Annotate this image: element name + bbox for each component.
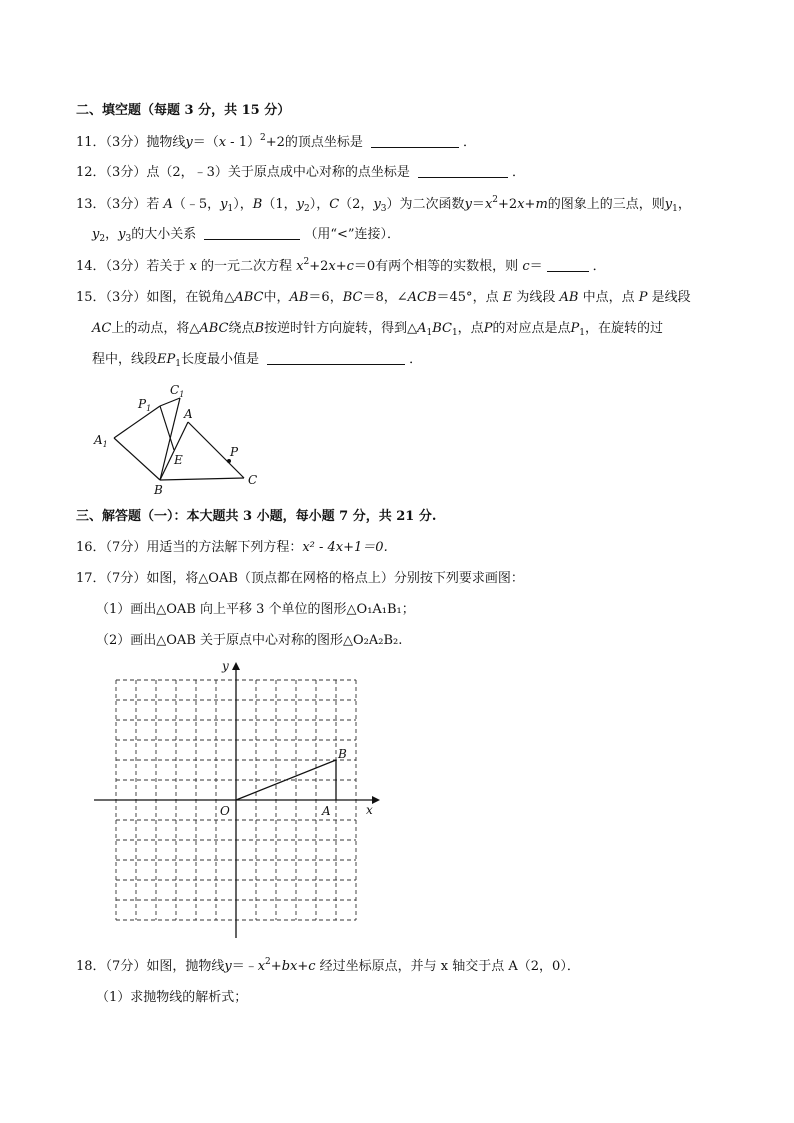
question-16: [76, 539, 388, 557]
q14-end: ．: [592, 259, 606, 274]
question-18: 18．（7分）如图，抛物线$y=﹣x^2+bx+c$ 经过坐标原点，并与 x 轴交于点 A（2，0）．: [76, 957, 580, 974]
q13-answer-blank[interactable]: [204, 227, 300, 240]
fig15-point-p: [227, 459, 231, 463]
question-18-part1: （1）求抛物线的解析式；: [96, 990, 248, 1005]
fig15-label-c: C: [248, 473, 258, 487]
fig15-label-e: E: [174, 453, 183, 467]
question-17-part2: （2）画出△OAB 关于原点中心对称的图形△O₂A₂B₂.: [96, 633, 403, 648]
q13-prefix: 13．（3分）若: [76, 197, 160, 212]
question-14: 14．（3分）若关于 x 的一元二次方程 $x^2+2x+c=0$有两个相等的实数根，则 c＝ ．: [76, 257, 606, 274]
q15-answer-blank[interactable]: [267, 352, 405, 365]
q15-text-10: 的对应点是点: [492, 321, 571, 336]
point-label-b: B: [338, 747, 347, 761]
q11-answer-blank[interactable]: [371, 135, 459, 148]
q15-text-5: 是线段: [651, 290, 691, 305]
section-header-fill-blank: 二、填空题（每题 3 分，共 15 分）: [76, 103, 291, 118]
q17-coordinate-grid: [90, 658, 390, 942]
fig15-label-p1: $P_1$: [138, 397, 152, 413]
q15-text-11: ，在旋转的过: [584, 321, 663, 336]
fig15-segment-p1-e: [160, 406, 174, 450]
fig15-segment-a-b: [160, 422, 188, 480]
fig15-label-c1: $C_1$: [170, 383, 185, 399]
q18-prefix: 18．（7分）如图，抛物线: [76, 959, 225, 974]
section-header-solve: 三、解答题（一）：本大题共 3 小题，每小题 7 分，共 21 分.: [76, 509, 437, 524]
fig15-label-p: P: [230, 445, 239, 459]
q14-answer-blank[interactable]: [547, 259, 589, 272]
question-11: 11．（3分）抛物线y＝（x - 1）$^2$+2的顶点坐标是 ．: [76, 133, 477, 150]
q15-end: ．: [409, 352, 423, 367]
fig15-label-a1: $A_1$: [94, 433, 108, 449]
question-13: 13．（3分）若 A（﹣5，$y_1$），B（1，$y_2$），C（2，$y_3$）为二次函数$y=x^2+2x+m$的图象上的三点，则$y_1$，: [76, 195, 691, 214]
fig15-segment-b-c: [160, 478, 244, 480]
q15-rotation-figure: [92, 378, 272, 496]
q15-text-9: ，点: [457, 321, 484, 336]
q15-prefix: 15．（3分）如图，在锐角△: [76, 290, 235, 305]
question-15-line3: 程中，线段$EP_1$长度最小值是 ．: [92, 352, 423, 369]
q11-tail: 的顶点坐标是: [284, 135, 363, 150]
fig15-label-a: A: [184, 407, 193, 421]
q13-after: 的图象上的三点，则: [547, 197, 665, 212]
point-label-a: A: [322, 804, 331, 818]
x-axis-arrow-icon: [372, 796, 380, 804]
q12-end: ．: [512, 165, 526, 180]
q11-prefix: 11．（3分）抛物线: [76, 135, 186, 150]
q13-hint: （用“<”连接）．: [304, 227, 401, 242]
origin-label-o: O: [220, 804, 230, 818]
q16-text: 16．（7分）用适当的方法解下列方程：: [76, 540, 303, 555]
q15-text-4: 中点，点: [582, 290, 635, 305]
question-17-part1: （1）画出△OAB 向上平移 3 个单位的图形△O₁A₁B₁；: [96, 602, 415, 617]
question-13-line2: $y_2$，$y_3$的大小关系 （用“<”连接）．: [92, 227, 401, 244]
q15-text-7: 绕点: [228, 321, 255, 336]
fig15-segment-a1-b: [114, 438, 160, 480]
q11-end: ．: [463, 135, 477, 150]
q15-text-12: 程中，线段: [92, 352, 158, 367]
q15-text-2: ，点: [472, 290, 499, 305]
q18-tail: 经过坐标原点，并与 x 轴交于点 A（2，0）．: [319, 959, 580, 974]
q14-mid: 的一元二次方程: [200, 259, 292, 274]
q15-text-3: 为线段: [516, 290, 556, 305]
question-15-line2: AC上的动点，将△ABC绕点B按逆时针方向旋转，得到$\triangle A_1BC_1$，点P的对应点是点$P_1$，在旋转的过: [92, 321, 663, 338]
fig15-label-b: B: [154, 483, 163, 496]
question-15: 15．（3分）如图，在锐角△ABC中，AB＝6，BC＝8，∠ACB＝45°，点 E 为线段 AB 中点，点 P 是线段: [76, 290, 691, 305]
axis-label-y: y: [222, 659, 229, 673]
q16-equation: x² - 4x+1＝0.: [302, 540, 388, 555]
axis-label-x: x: [366, 803, 373, 817]
question-12: [76, 164, 525, 182]
q14-prefix: 14．（3分）若关于: [76, 259, 186, 274]
q13-mid: 为二次函数: [399, 197, 465, 212]
question-17: 17．（7分）如图，将△OAB（顶点都在网格的格点上）分别按下列要求画图：: [76, 571, 524, 586]
q15-text-6: 上的动点，将△: [111, 321, 200, 336]
q13-line2-end: 的大小关系: [131, 227, 197, 242]
q12-answer-blank[interactable]: [418, 165, 508, 178]
fig15-segment-p1-c1: [160, 398, 180, 406]
q15-text-8: 按逆时针方向旋转，得到△: [264, 321, 418, 336]
q12-text: 12．（3分）点（2，﹣3）关于原点成中心对称的点坐标是: [76, 165, 410, 180]
q15-text-13: 长度最小值是: [181, 352, 260, 367]
fig15-segment-a1-p1: [114, 406, 160, 438]
q14-tail: 有两个相等的实数根，则: [375, 259, 519, 274]
q15-text-1: 中，: [263, 290, 290, 305]
y-axis-arrow-icon: [232, 662, 240, 670]
